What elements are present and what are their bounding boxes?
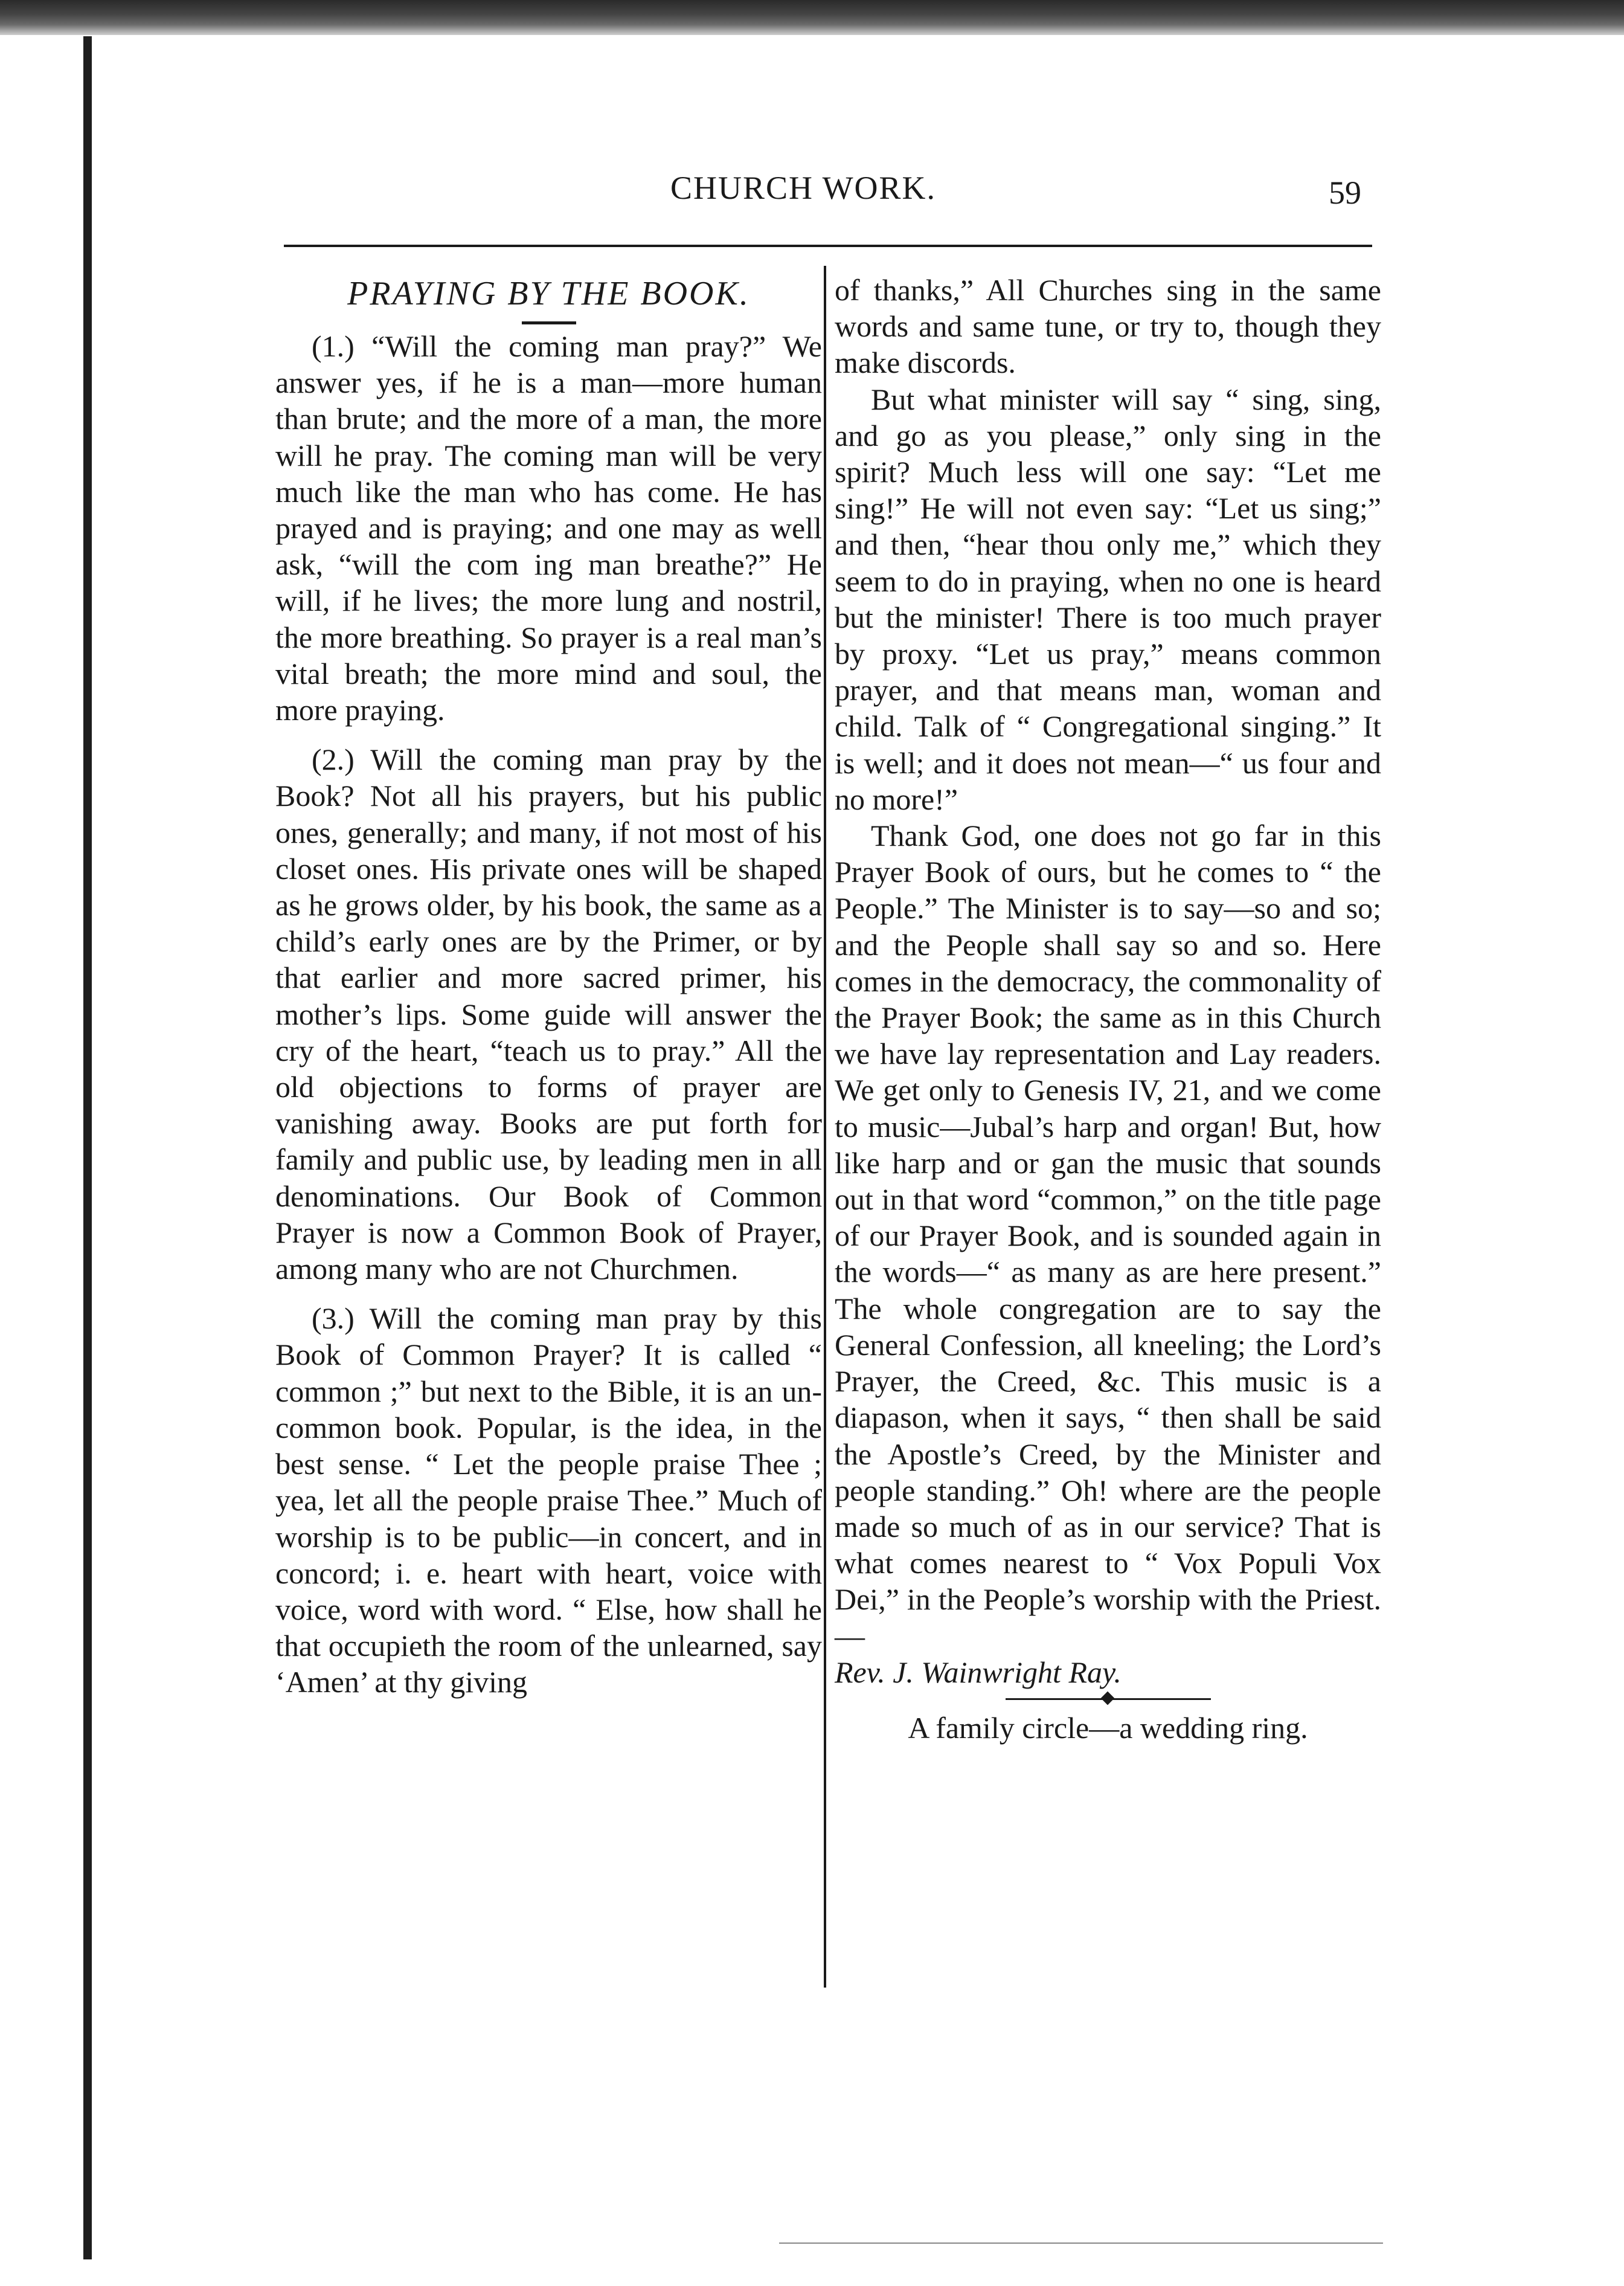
paragraph-3: (3.) Will the coming man pray by this Book of Common Prayer? It is called “ common ;” but next to the Bible, it is an un-common book. Popular, is the idea, in the best sense. “ Let the people praise Thee ; yea, let all the people praise Thee.” Much of worship is to be public—in concert, and in concord; i. e. heart with heart, voice with voice, word with word. “ Else, how shall he that occupieth the room of the unlearned, say ‘Amen’ at thy giving [275, 1301, 822, 1699]
bottom-edge-rule [779, 2243, 1383, 2244]
title-rule [522, 321, 576, 324]
right-column [835, 272, 1381, 1746]
page-number: 59 [1329, 175, 1361, 211]
filler-line: A family circle—a wedding ring. [908, 1710, 1308, 1745]
paragraph-3-continued: of thanks,” All Churches sing in the same words and same tune, or try to, though they make discords. [835, 273, 1381, 380]
header-rule [284, 245, 1372, 247]
page-binding-edge [83, 36, 92, 2259]
article-title: PRAYING BY THE BOOK. [347, 275, 750, 312]
section-divider-ornament [1006, 1693, 1211, 1705]
column-rule [824, 266, 826, 1988]
author-signature: Rev. J. Wainwright Ray. [835, 1655, 1122, 1689]
paragraph-2: (2.) Will the coming man pray by the Book? Not all his prayers, but his public ones, generally; and many, if not most of his closet ones. His private ones will be shaped as he grows older, by his book, the same as a child’s early ones are by the Primer, or by that earlier and more sacred primer, his mother’s lips. Some guide will answer the cry of the heart, “teach us to pray.” All the old objections to forms of prayer are vanishing away. Books are put forth for family and public use, by leading men in all denominations. Our Book of Common Prayer is now a Common Book of Prayer, among many who are not Churchmen. [275, 742, 822, 1286]
scan-top-edge [0, 0, 1624, 35]
paragraph-5: Thank God, one does not go far in this Prayer Book of ours, but he comes to “ the People.” The Minister is to say—so and so; and the People shall say so and so. Here comes in the democracy, the commonality of the Prayer Book; the same as in this Church we have lay representation and Lay readers. We get only to Genesis IV, 21, and we come to music—Jubal’s harp and organ! But, how like harp and or gan the music that sounds out in that word “common,” on the title page of our Prayer Book, and is sounded again in the words—“ as many as are here present.” The whole congregation are to say the General Confession, all kneeling; the Lord’s Prayer, the Creed, &c. This music is a diapason, when it says, “ then shall be said the Apostle’s Creed, by the Minister and people standing.” Oh! where are the people made so much of as in our service? That is what comes nearest to “ Vox Populi Vox Dei,” in the People’s worship with the Priest.— [835, 819, 1381, 1653]
running-title: CHURCH WORK. [670, 170, 937, 206]
page-header [284, 169, 1371, 230]
left-column [275, 272, 822, 1701]
paragraph-1: (1.) “Will the coming man pray?” We answer yes, if he is a man—more human than brute; and the more of a man, the more will he pray. The coming man will be very much like the man who has come. He has prayed and is praying; and one may as well ask, “will the com ing man breathe?” He will, if he lives; the more lung and nostril, the more breathing. So prayer is a real man’s vital breath; the more mind and soul, the more praying. [275, 329, 822, 727]
paragraph-4: But what minister will say “ sing, sing, and go as you please,” only sing in the spirit? Much less will one say: “Let me sing!” He will not even say: “Let us sing;” and then, “hear thou only me,” which they seem to do in praying, when no one is heard but the minister! There is too much prayer by proxy. “Let us pray,” means common prayer, and that means man, woman and child. Talk of “ Congregational singing.” It is well; and it does not mean—“ us four and no more!” [835, 382, 1381, 816]
